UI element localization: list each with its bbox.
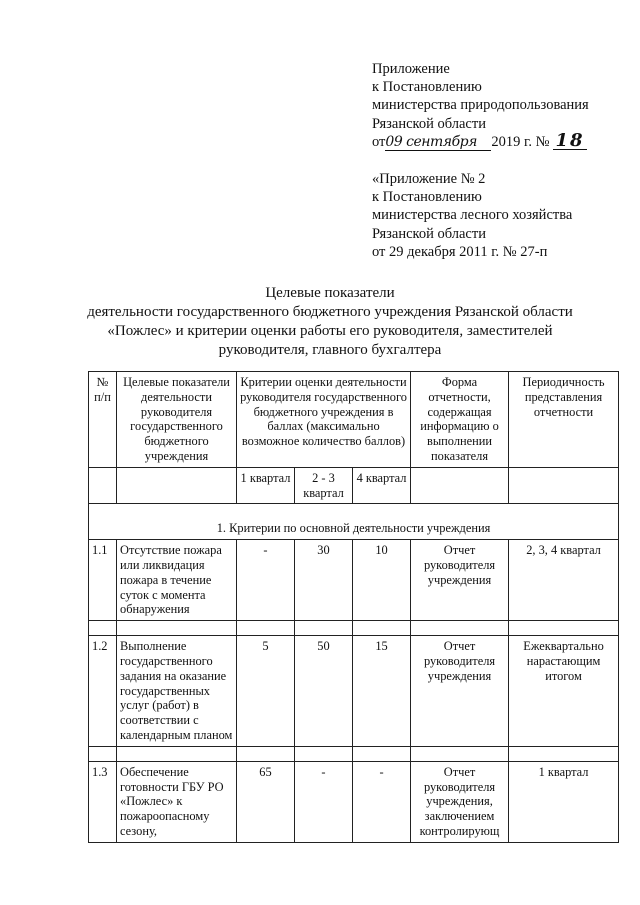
row-q4: 10 bbox=[353, 540, 411, 621]
row-q23: - bbox=[295, 761, 353, 842]
empty-cell bbox=[509, 467, 619, 504]
table-header-row bbox=[89, 372, 619, 468]
header-period: Периодичность представления отчетности bbox=[509, 372, 619, 468]
row-num: 1.3 bbox=[89, 761, 117, 842]
empty-cell bbox=[89, 467, 117, 504]
subheader-q23: 2 - 3 квартал bbox=[295, 467, 353, 504]
date-prefix: от bbox=[372, 133, 386, 150]
row-num: 1.2 bbox=[89, 636, 117, 747]
row-indicator: Обеспечение готовности ГБУ РО «Пожлес» к пожароопасному сезону, bbox=[117, 761, 237, 842]
header-criteria: Критерии оценки деятельности руководителя государственного бюджетного учреждения в баллах (максимально возможное количество баллов) bbox=[237, 372, 411, 468]
header-num: № п/п bbox=[89, 372, 117, 468]
table-row bbox=[89, 540, 619, 621]
table-row bbox=[89, 761, 619, 842]
spacer-row bbox=[89, 746, 619, 761]
row-num: 1.1 bbox=[89, 540, 117, 621]
annex-line: к Постановлению bbox=[372, 79, 482, 96]
section-row bbox=[89, 518, 619, 539]
subheader-q1: 1 квартал bbox=[237, 467, 295, 504]
title-line: Целевые показатели bbox=[265, 285, 395, 301]
row-q23: 50 bbox=[295, 636, 353, 747]
annex-line: «Приложение № 2 bbox=[372, 171, 486, 187]
row-form: Отчет руководителя учреждения, заключением контролирующ bbox=[411, 761, 509, 842]
annex-line: к Постановлению bbox=[372, 189, 482, 206]
header-indicator: Целевые показатели деятельности руководителя государственного бюджетного учреждения bbox=[117, 372, 237, 468]
empty-cell bbox=[411, 467, 509, 504]
row-q23: 30 bbox=[295, 540, 353, 621]
handwritten-date: 09 сентября bbox=[385, 134, 491, 151]
annex-line: министерства природопользования bbox=[372, 97, 589, 114]
row-indicator: Выполнение государственного задания на оказание государственных услуг (работ) в соответствии с календарным планом bbox=[117, 636, 237, 747]
row-form: Отчет руководителя учреждения bbox=[411, 636, 509, 747]
spacer-row bbox=[89, 504, 619, 519]
row-q1: 5 bbox=[237, 636, 295, 747]
subheader-q4: 4 квартал bbox=[353, 467, 411, 504]
section-title: 1. Критерии по основной деятельности учреждения bbox=[89, 518, 619, 539]
annex-header bbox=[372, 60, 632, 151]
year-text: 2019 г. № bbox=[491, 133, 550, 150]
previous-annex-header bbox=[372, 170, 632, 261]
title-line: руководителя, главного бухгалтера bbox=[218, 342, 442, 358]
row-q4: - bbox=[353, 761, 411, 842]
annex-line: министерства лесного хозяйства bbox=[372, 207, 573, 224]
row-q1: 65 bbox=[237, 761, 295, 842]
header-form: Форма отчетности, содержащая информацию о выполнении показателя bbox=[411, 372, 509, 468]
row-form: Отчет руководителя учреждения bbox=[411, 540, 509, 621]
document-title bbox=[60, 284, 600, 360]
title-line: «Пожлес» и критерии оценки работы его руководителя, заместителей bbox=[107, 323, 553, 339]
annex-line: Рязанской области bbox=[372, 115, 486, 132]
handwritten-number: 18 bbox=[553, 133, 587, 150]
annex-date-line bbox=[372, 129, 632, 151]
criteria-table bbox=[88, 371, 619, 843]
spacer-row bbox=[89, 621, 619, 636]
row-period: 2, 3, 4 квартал bbox=[509, 540, 619, 621]
row-q4: 15 bbox=[353, 636, 411, 747]
row-indicator: Отсутствие пожара или ликвидация пожара в течение суток с момента обнаружения bbox=[117, 540, 237, 621]
row-period: 1 квартал bbox=[509, 761, 619, 842]
empty-cell bbox=[117, 467, 237, 504]
table-row bbox=[89, 636, 619, 747]
annex-line: Рязанской области bbox=[372, 225, 486, 242]
row-period: Ежеквартально нарастающим итогом bbox=[509, 636, 619, 747]
title-line: деятельности государственного бюджетного учреждения Рязанской области bbox=[87, 304, 573, 320]
table-subheader-row bbox=[89, 467, 619, 504]
annex-line: Приложение bbox=[372, 61, 450, 77]
annex-line: от 29 декабря 2011 г. № 27-п bbox=[372, 243, 548, 260]
row-q1: - bbox=[237, 540, 295, 621]
